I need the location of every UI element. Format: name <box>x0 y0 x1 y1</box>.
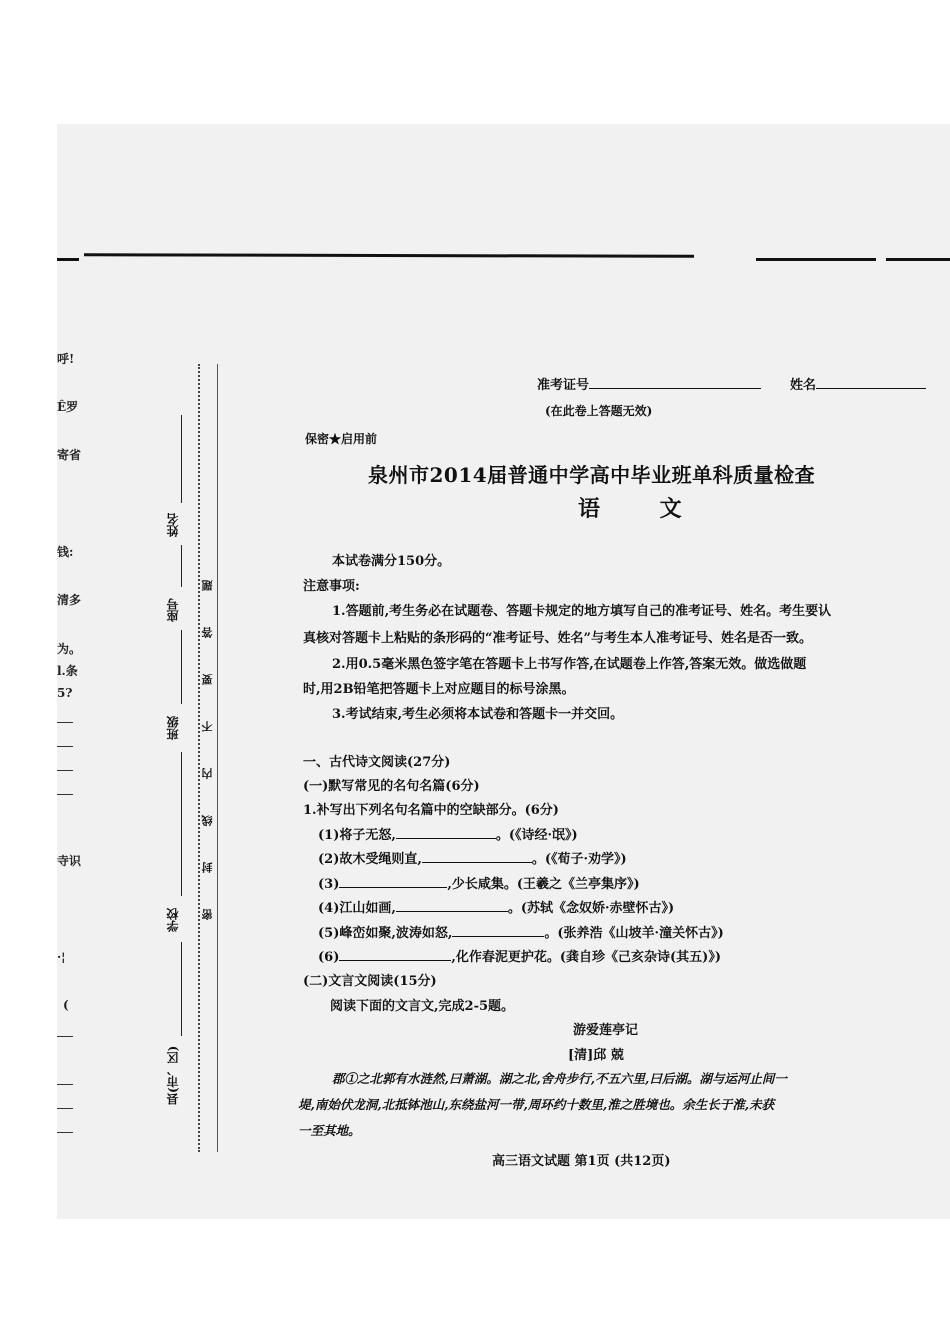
name-field <box>790 374 926 393</box>
margin-fragment: ·¦ <box>57 950 66 964</box>
seal-char: 密 <box>201 909 214 920</box>
seal-char: 线 <box>201 815 214 826</box>
margin-line <box>57 1084 73 1085</box>
seal-char: 题 <box>201 580 214 591</box>
seat-field-label: 座号 <box>166 598 180 622</box>
instruction-2-cont: 时,用2B铅笔把答题卡上对应题目的标号涂黑。 <box>303 682 575 697</box>
answer-blank <box>396 899 508 912</box>
question-1: 1.补写出下列名句名篇中的空缺部分。(6分) <box>303 803 559 818</box>
passage-line: 一至其地。 <box>298 1123 361 1138</box>
margin-fragment: 寺识 <box>57 854 82 868</box>
margin-fragment: 为。 <box>57 642 82 656</box>
seal-char: 答 <box>201 627 214 638</box>
seal-line-warning <box>200 580 216 920</box>
instruction-1: 1.答题前,考生务必在试题卷、答题卡规定的地方填写自己的准考证号、姓名。考生要认 <box>332 604 832 619</box>
school-field-line <box>181 752 182 896</box>
seal-char: 不 <box>201 721 214 732</box>
top-rule <box>886 258 950 261</box>
name-field-line <box>181 415 182 503</box>
fill-item: (3) ,少长咸集。(王羲之《兰亭集序》) <box>318 877 640 892</box>
notes-heading: 注意事项: <box>303 579 360 594</box>
answer-blank <box>452 924 544 937</box>
school-field-label: 学校 <box>166 908 180 932</box>
seat-field-line <box>181 545 182 587</box>
fill-item: (2)故木受绳则直, 。(《荀子·劝学》) <box>318 852 627 867</box>
top-rule <box>756 258 876 261</box>
exam-title: 泉州市2014届普通中学高中毕业班单科质量检查 <box>368 463 816 487</box>
margin-fragment: 呼! <box>57 352 75 366</box>
subject-title: 语 文 <box>578 496 708 522</box>
top-rule <box>57 258 79 261</box>
name-blank <box>816 376 926 389</box>
answer-blank <box>422 850 532 863</box>
answer-blank <box>396 826 496 839</box>
margin-fragment: 钱: <box>57 545 74 559</box>
exam-id-field <box>537 374 761 393</box>
exam-id-label: 准考证号 <box>537 378 590 393</box>
answer-blank <box>339 948 451 961</box>
name-field-label: 姓名 <box>166 513 180 537</box>
seal-char: 要 <box>201 674 214 685</box>
seal-solid-line <box>217 364 218 1152</box>
part2-heading: (二)文言文阅读(15分) <box>303 974 437 989</box>
margin-fragment: 清多 <box>57 593 82 607</box>
county-field-label: 县(市、区) <box>166 1045 180 1105</box>
instruction-3: 3.考试结束,考生必须将本试卷和答题卡一并交回。 <box>332 707 624 722</box>
part2-instruction: 阅读下面的文言文,完成2-5题。 <box>330 999 515 1014</box>
seal-char: 封 <box>201 862 214 873</box>
secrecy-label: 保密★启用前 <box>305 432 378 446</box>
margin-fragment: 5? <box>57 686 73 700</box>
county-field-line <box>181 942 182 1036</box>
margin-fragment: Ê罗 <box>57 400 79 414</box>
margin-line <box>57 794 73 795</box>
margin-line <box>57 1132 73 1133</box>
margin-fragment: l.条 <box>57 664 78 678</box>
fill-item: (6) ,化作春泥更护花。(龚自珍《己亥杂诗(其五)》) <box>318 950 721 965</box>
margin-line <box>57 722 73 723</box>
passage-title: 游爱莲亭记 <box>573 1023 639 1038</box>
part1-heading: (一)默写常见的名句名篇(6分) <box>303 779 480 794</box>
margin-fragment: 寄省 <box>57 448 82 462</box>
seal-char: 内 <box>201 768 214 779</box>
margin-fragment: ( <box>63 998 69 1012</box>
name-label: 姓名 <box>790 378 817 393</box>
passage-author: [清]邱 兢 <box>568 1048 624 1063</box>
class-field-line <box>181 630 182 704</box>
margin-line <box>57 746 73 747</box>
fill-item: (5)峰峦如聚,波涛如怒, 。(张养浩《山坡羊·潼关怀古》) <box>318 926 724 941</box>
fill-item: (1)将子无怒, 。(《诗经·氓》) <box>318 828 578 843</box>
fill-item: (4)江山如画, 。(苏轼《念奴娇·赤壁怀古》) <box>318 901 675 916</box>
instruction-1-cont: 真核对答题卡上粘贴的条形码的“准考证号、姓名”与考生本人准考证号、姓名是否一致。 <box>303 631 812 646</box>
full-score: 本试卷满分150分。 <box>332 554 451 569</box>
margin-line <box>57 1108 73 1109</box>
margin-line <box>57 1036 73 1037</box>
section-heading: 一、古代诗文阅读(27分) <box>303 755 451 770</box>
passage-line: 郡①之北郭有水涟然,曰萧湖。湖之北,舍舟步行,不五六里,曰后湖。湖与运河止间一 <box>332 1071 787 1086</box>
answer-blank <box>339 875 447 888</box>
page-footer: 高三语文试题 第1页 (共12页) <box>492 1154 671 1169</box>
margin-line <box>57 770 73 771</box>
class-field-label: 班级 <box>166 716 180 740</box>
exam-id-blank <box>589 376 761 389</box>
passage-line: 堤,南始伏龙洞,北抵钵池山,东绕盐河一带,周环约十数里,淮之胜境也。余生长于淮,未获 <box>298 1097 775 1112</box>
instruction-2: 2.用0.5毫米黑色签字笔在答题卡上书写作答,在试题卷上作答,答案无效。做选做题 <box>332 657 807 672</box>
invalid-note: (在此卷上答题无效) <box>545 404 653 418</box>
